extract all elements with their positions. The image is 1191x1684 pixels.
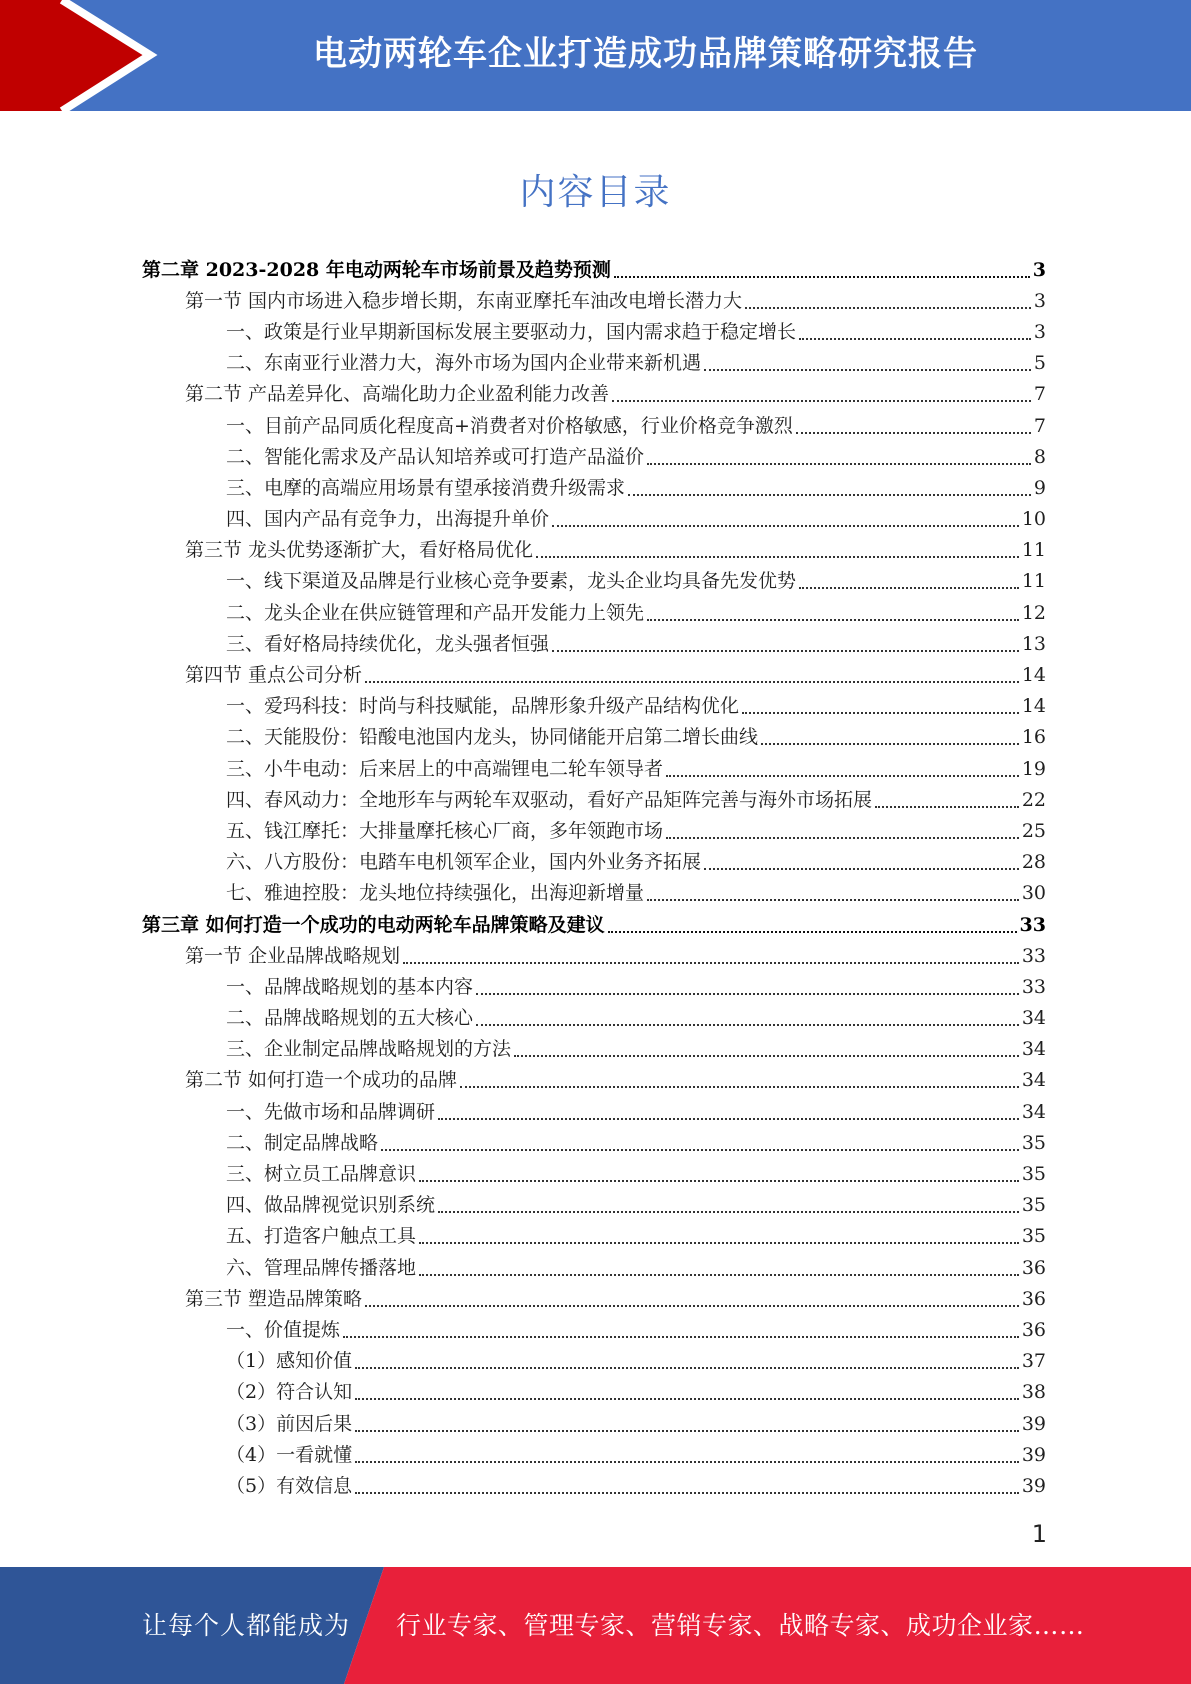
toc-dot-leader <box>666 775 1019 777</box>
toc-page-number: 25 <box>1021 819 1046 842</box>
toc-dot-leader <box>612 400 1031 402</box>
toc-dot-leader <box>704 868 1019 870</box>
toc-subsection[interactable] <box>0 1221 1046 1252</box>
toc-dot-leader <box>799 587 1019 589</box>
toc-dot-leader <box>514 1055 1019 1057</box>
toc-page-number: 12 <box>1021 601 1046 624</box>
toc-subsection[interactable] <box>0 1408 1046 1439</box>
toc-subsection[interactable] <box>0 1346 1046 1377</box>
toc-dot-leader <box>608 931 1017 933</box>
toc-page-number: 36 <box>1021 1256 1046 1279</box>
toc-heading: 内容目录 <box>519 172 672 213</box>
toc-page-number: 11 <box>1021 539 1046 562</box>
toc-dot-leader <box>647 899 1019 901</box>
report-title: 电动两轮车企业打造成功品牌策略研究报告 <box>313 34 978 74</box>
toc-subsection[interactable] <box>0 504 1046 535</box>
toc-entry-text: 五、钱江摩托：大排量摩托核心厂商，多年领跑市场 <box>226 819 664 842</box>
toc-dot-leader <box>403 962 1019 964</box>
toc-page-number: 38 <box>1021 1381 1046 1404</box>
toc-dot-leader <box>419 1242 1019 1244</box>
toc-subsection[interactable] <box>0 1314 1046 1345</box>
toc-dot-leader <box>875 806 1019 808</box>
toc-dot-leader <box>647 463 1031 465</box>
toc-entry-text: 四、国内产品有竞争力，出海提升单价 <box>226 508 550 531</box>
toc-page-number: 8 <box>1033 445 1046 468</box>
toc-entry-text: 六、八方股份：电踏车电机领军企业，国内外业务齐拓展 <box>226 851 702 874</box>
toc-dot-leader <box>552 525 1019 527</box>
toc-entry-text: 五、打造客户触点工具 <box>226 1225 417 1248</box>
toc-dot-leader <box>745 307 1031 309</box>
toc-entry-text: 六、管理品牌传播落地 <box>226 1256 417 1279</box>
toc-page-number: 28 <box>1021 851 1046 874</box>
toc-page-number: 30 <box>1021 882 1046 905</box>
toc-entry-text: 第三节 塑造品牌策略 <box>185 1287 363 1310</box>
toc-entry-text: 一、品牌战略规划的基本内容 <box>226 975 474 998</box>
toc-page-number: 35 <box>1021 1225 1046 1248</box>
toc-entry-text: 第二节 如何打造一个成功的品牌 <box>185 1069 458 1092</box>
arrow-chevron-icon <box>0 0 160 111</box>
toc-dot-leader <box>647 619 1019 621</box>
toc-subsection[interactable] <box>0 1096 1046 1127</box>
toc-entry-text: 三、看好格局持续优化，龙头强者恒强 <box>226 632 550 655</box>
toc-section[interactable] <box>0 379 1046 410</box>
toc-page-number: 34 <box>1021 1038 1046 1061</box>
toc-page-number: 10 <box>1021 508 1046 531</box>
toc-entry-text: 三、小牛电动：后来居上的中高端锂电二轮车领导者 <box>226 757 664 780</box>
toc-dot-leader <box>614 276 1030 278</box>
toc-section[interactable] <box>0 285 1046 316</box>
toc-subsection[interactable] <box>0 1158 1046 1189</box>
toc-subsection[interactable] <box>0 1377 1046 1408</box>
toc-subsection[interactable] <box>0 815 1046 846</box>
toc-entry-text: 二、东南亚行业潜力大，海外市场为国内企业带来新机遇 <box>226 352 702 375</box>
toc-entry-text: 二、制定品牌战略 <box>226 1131 379 1154</box>
toc-entry-text: 四、做品牌视觉识别系统 <box>226 1194 436 1217</box>
toc-entry-text: （4）一看就懂 <box>226 1443 353 1466</box>
toc-page-number: 33 <box>1021 975 1046 998</box>
toc-page-number: 36 <box>1021 1318 1046 1341</box>
toc-page-number: 19 <box>1021 757 1046 780</box>
toc-entry-text: 第二章 2023-2028 年电动两轮车市场前景及趋势预测 <box>142 258 611 281</box>
toc-page-number: 34 <box>1021 1007 1046 1030</box>
toc-dot-leader <box>438 1211 1019 1213</box>
toc-page-number: 9 <box>1033 476 1046 499</box>
toc-dot-leader <box>628 494 1031 496</box>
toc-dot-leader <box>381 1149 1019 1151</box>
toc-chapter[interactable] <box>0 909 1046 940</box>
toc-entry-text: 第二节 产品差异化、高端化助力企业盈利能力改善 <box>185 383 610 406</box>
toc-dot-leader <box>419 1274 1019 1276</box>
toc-entry-text: 三、树立员工品牌意识 <box>226 1163 417 1186</box>
toc-subsection[interactable] <box>0 753 1046 784</box>
toc-entry-text: 一、价值提炼 <box>226 1318 341 1341</box>
toc-page-number: 33 <box>1021 944 1046 967</box>
toc-page-number: 7 <box>1033 414 1046 437</box>
toc-section[interactable] <box>0 535 1046 566</box>
toc-dot-leader <box>365 1305 1019 1307</box>
toc-entry-text: 第一节 国内市场进入稳步增长期，东南亚摩托车油改电增长潜力大 <box>185 289 743 312</box>
toc-subsection[interactable] <box>0 316 1046 347</box>
toc-subsection[interactable] <box>0 566 1046 597</box>
toc-entry-text: 二、龙头企业在供应链管理和产品开发能力上领先 <box>226 601 645 624</box>
toc-subsection[interactable] <box>0 410 1046 441</box>
toc-page-number: 16 <box>1021 726 1046 749</box>
toc-subsection[interactable] <box>0 722 1046 753</box>
toc-page-number: 37 <box>1021 1350 1046 1373</box>
toc-entry-text: 第四节 重点公司分析 <box>185 664 363 687</box>
toc-dot-leader <box>799 338 1031 340</box>
toc-entry-text: 二、品牌战略规划的五大核心 <box>226 1007 474 1030</box>
toc-dot-leader <box>355 1430 1019 1432</box>
toc-dot-leader <box>355 1492 1019 1494</box>
toc-page-number: 39 <box>1021 1443 1046 1466</box>
toc-entry-text: 一、爱玛科技：时尚与科技赋能，品牌形象升级产品结构优化 <box>226 695 740 718</box>
toc-entry-text: 一、目前产品同质化程度高+消费者对价格敏感，行业价格竞争激烈 <box>226 414 793 437</box>
toc-dot-leader <box>438 1118 1019 1120</box>
toc-page-number: 35 <box>1021 1131 1046 1154</box>
toc-subsection[interactable] <box>0 784 1046 815</box>
toc-subsection[interactable] <box>0 1252 1046 1283</box>
toc-page-number: 5 <box>1033 352 1046 375</box>
toc-page-number: 33 <box>1019 913 1046 936</box>
toc-page-number: 7 <box>1033 383 1046 406</box>
toc-entry-text: 一、先做市场和品牌调研 <box>226 1100 436 1123</box>
footer-slogan-left: 让每个人都能成为 <box>142 1611 351 1640</box>
toc-subsection[interactable] <box>0 597 1046 628</box>
toc-page-number: 14 <box>1021 664 1046 687</box>
toc-entry-text: （5）有效信息 <box>226 1474 353 1497</box>
toc-dot-leader <box>365 681 1019 683</box>
footer-slogan-right: 行业专家、管理专家、营销专家、战略专家、成功企业家…… <box>396 1611 1085 1640</box>
toc-page-number: 35 <box>1021 1163 1046 1186</box>
toc-entry-text: 七、雅迪控股：龙头地位持续强化，出海迎新增量 <box>226 882 645 905</box>
toc-section[interactable] <box>0 659 1046 690</box>
toc-dot-leader <box>343 1336 1019 1338</box>
toc-subsection[interactable] <box>0 1470 1046 1501</box>
toc-chapter[interactable] <box>0 254 1046 285</box>
toc-entry-text: （3）前因后果 <box>226 1412 353 1435</box>
toc-dot-leader <box>460 1086 1019 1088</box>
toc-subsection[interactable] <box>0 472 1046 503</box>
toc-entry-text: （1）感知价值 <box>226 1350 353 1373</box>
toc-page-number: 3 <box>1033 289 1046 312</box>
toc-subsection[interactable] <box>0 1439 1046 1470</box>
toc-dot-leader <box>742 712 1019 714</box>
toc-page-number: 14 <box>1021 695 1046 718</box>
toc-subsection[interactable] <box>0 1034 1046 1065</box>
toc-subsection[interactable] <box>0 1190 1046 1221</box>
toc-page-number: 39 <box>1021 1474 1046 1497</box>
toc-page-number: 36 <box>1021 1287 1046 1310</box>
toc-entry-text: 二、天能股份：铅酸电池国内龙头，协同储能开启第二增长曲线 <box>226 726 759 749</box>
toc-dot-leader <box>476 1024 1019 1026</box>
toc-entry-text: 第三节 龙头优势逐渐扩大，看好格局优化 <box>185 539 534 562</box>
toc-entry-text: 一、政策是行业早期新国标发展主要驱动力，国内需求趋于稳定增长 <box>226 320 797 343</box>
toc-subsection[interactable] <box>0 971 1046 1002</box>
toc-page-number: 11 <box>1021 570 1046 593</box>
toc-dot-leader <box>552 650 1019 652</box>
toc-dot-leader <box>355 1461 1019 1463</box>
toc-dot-leader <box>761 743 1019 745</box>
toc-page-number: 35 <box>1021 1194 1046 1217</box>
toc-entry-text: 三、企业制定品牌战略规划的方法 <box>226 1038 512 1061</box>
toc-entry-text: 二、智能化需求及产品认知培养或可打造产品溢价 <box>226 445 645 468</box>
toc-page-number: 39 <box>1021 1412 1046 1435</box>
toc-section[interactable] <box>0 1283 1046 1314</box>
toc-section[interactable] <box>0 940 1046 971</box>
toc-subsection[interactable] <box>0 691 1046 722</box>
toc-dot-leader <box>796 432 1031 434</box>
toc-entry-text: 第一节 企业品牌战略规划 <box>185 944 401 967</box>
toc-subsection[interactable] <box>0 628 1046 659</box>
toc-dot-leader <box>704 369 1031 371</box>
toc-subsection[interactable] <box>0 348 1046 379</box>
toc-dot-leader <box>419 1180 1019 1182</box>
toc-entry-text: 一、线下渠道及品牌是行业核心竞争要素，龙头企业均具备先发优势 <box>226 570 797 593</box>
toc-entry-text: （2）符合认知 <box>226 1381 353 1404</box>
toc-page-number: 34 <box>1021 1069 1046 1092</box>
toc-dot-leader <box>476 993 1019 995</box>
toc-entry-text: 四、春风动力：全地形车与两轮车双驱动，看好产品矩阵完善与海外市场拓展 <box>226 788 873 811</box>
toc-subsection[interactable] <box>0 441 1046 472</box>
toc-dot-leader <box>536 556 1019 558</box>
page-number: 1 <box>1031 1520 1047 1548</box>
toc-page-number: 3 <box>1032 258 1046 281</box>
toc-page-number: 13 <box>1021 632 1046 655</box>
toc-subsection[interactable] <box>0 1127 1046 1158</box>
toc-page-number: 3 <box>1033 320 1046 343</box>
toc-subsection[interactable] <box>0 878 1046 909</box>
toc-page-number: 34 <box>1021 1100 1046 1123</box>
toc-dot-leader <box>666 837 1019 839</box>
toc-page-number: 22 <box>1021 788 1046 811</box>
toc-list <box>0 254 1191 1502</box>
toc-dot-leader <box>355 1398 1019 1400</box>
toc-entry-text: 三、电摩的高端应用场景有望承接消费升级需求 <box>226 476 626 499</box>
toc-subsection[interactable] <box>0 1003 1046 1034</box>
toc-section[interactable] <box>0 1065 1046 1096</box>
toc-subsection[interactable] <box>0 847 1046 878</box>
footer-banner <box>0 1567 1191 1684</box>
header-banner <box>0 0 1191 111</box>
toc-entry-text: 第三章 如何打造一个成功的电动两轮车品牌策略及建议 <box>142 913 605 936</box>
toc-dot-leader <box>355 1367 1019 1369</box>
